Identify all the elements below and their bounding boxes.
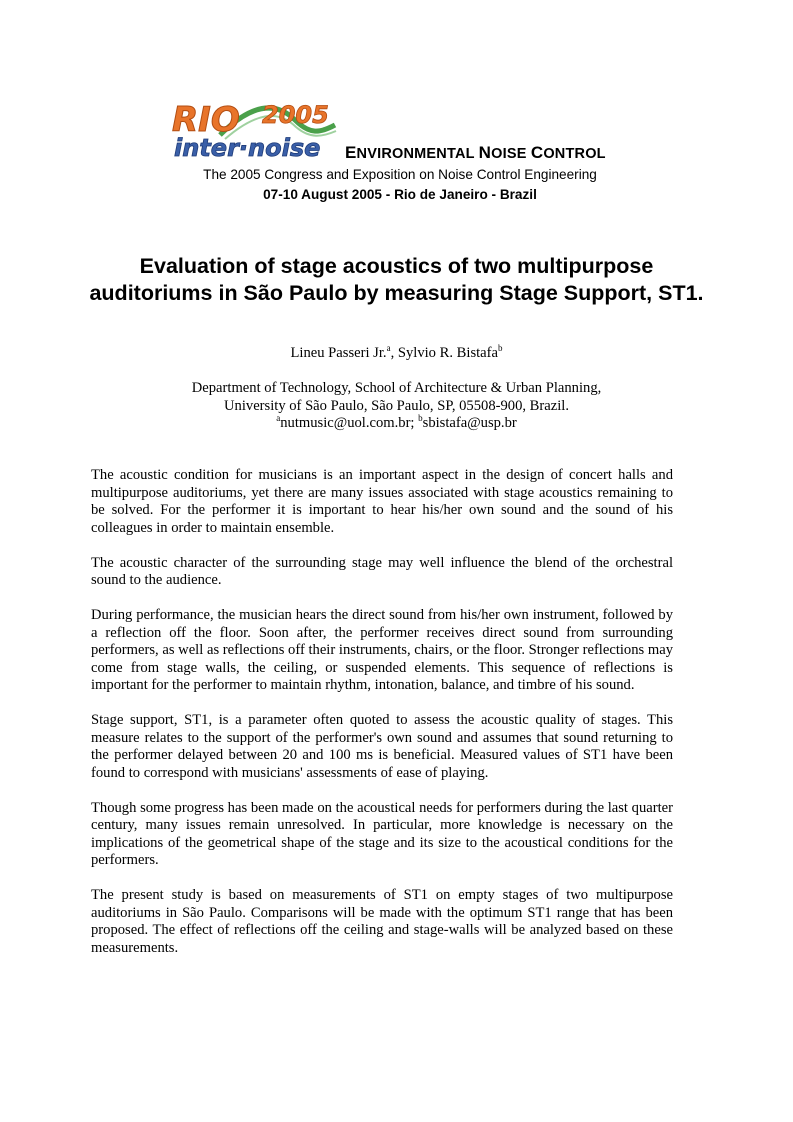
author-1: Lineu Passeri Jr. — [290, 345, 387, 361]
body-paragraph: The acoustic condition for musicians is an important aspect in the design of concert halls and multipurpose auditoriums, yet there are many issues associated with stage acoustics remaining to be solved. For the performer it is important to hear his/her own sound and the sound of his colleagues in order to maintain ensemble. — [91, 467, 673, 536]
email-1[interactable]: nutmusic@uol.com.br; — [280, 415, 419, 432]
email-2[interactable]: sbistafa@usp.br — [422, 415, 517, 432]
email-1-mark: a — [276, 413, 281, 424]
body-paragraph: During performance, the musician hears the direct sound from his/her own instrument, followed by a reflection off the floor. Soon after, the performer receives direct sound from surrounding performers, as well as reflections off their instruments, chairs, or the floor. Stronger reflections may come from stage walls, the ceiling, or suspended elements. This sequence of reflections is important for the performer to maintain rhythm, intonation, balance, and timbre of his sound. — [91, 607, 673, 693]
environmental-noise-control-heading — [345, 143, 606, 163]
affiliation-line-1: Department of Technology, School of Architecture & Urban Planning, — [191, 380, 602, 396]
body-paragraph: Though some progress has been made on the acoustical needs for performers during the last quarter century, many issues remain unresolved. In particular, more knowledge is necessary on the implications of the geometrical shape of the stage and its size to the acoustical conditions for the performers. — [91, 799, 673, 868]
env-word-3: CONTROL — [530, 143, 606, 162]
conference-header — [170, 95, 630, 215]
paper-body — [91, 467, 673, 975]
internoise-logo-graphic — [170, 95, 340, 160]
author-2-mark: b — [498, 343, 503, 354]
conference-dates: 07-10 August 2005 - Rio de Janeiro - Brazil — [263, 187, 537, 202]
author-2: Sylvio R. Bistafa — [397, 345, 498, 361]
email-line — [90, 415, 703, 433]
env-word-1: ENVIRONMENTAL — [345, 143, 475, 162]
body-paragraph: The acoustic character of the surrounding stage may well influence the blend of the orchestral sound to the audience. — [91, 554, 673, 588]
affiliation — [90, 380, 703, 433]
author-1-mark: a — [386, 343, 391, 354]
author-line — [90, 345, 703, 362]
affiliation-line-2: University of São Paulo, São Paulo, SP, 05508-900, Brazil. — [224, 397, 569, 414]
email-2-mark: b — [418, 413, 423, 424]
logo-internoise-text: inter·noise — [174, 134, 321, 160]
paper-title: Evaluation of stage acoustics of two multipurpose auditoriums in São Paulo by measuring Stage Support, ST1. — [89, 254, 704, 305]
body-paragraph: The present study is based on measurements of ST1 on empty stages of two multipurpose auditoriums in São Paulo. Comparisons will be made with the optimum ST1 range that has been proposed. The effect of reflections off the ceiling and stage-walls will be analyzed based on these measurements. — [91, 887, 673, 956]
author-separator: , — [390, 345, 398, 361]
congress-subtitle: The 2005 Congress and Exposition on Noise Control Engineering — [203, 167, 597, 182]
conference-logo — [170, 95, 340, 160]
env-word-2: NOISE — [478, 143, 527, 162]
logo-rio-text: RIO — [172, 100, 240, 140]
logo-year-text: 2005 — [262, 101, 329, 129]
body-paragraph: Stage support, ST1, is a parameter often quoted to assess the acoustic quality of stages. This measure relates to the support of the performer's own sound and assumes that sound returning to the performer delayed between 20 and 100 ms is beneficial. Measured values of ST1 have been found to correspond with musicians' assessments of ease of playing. — [91, 712, 673, 781]
